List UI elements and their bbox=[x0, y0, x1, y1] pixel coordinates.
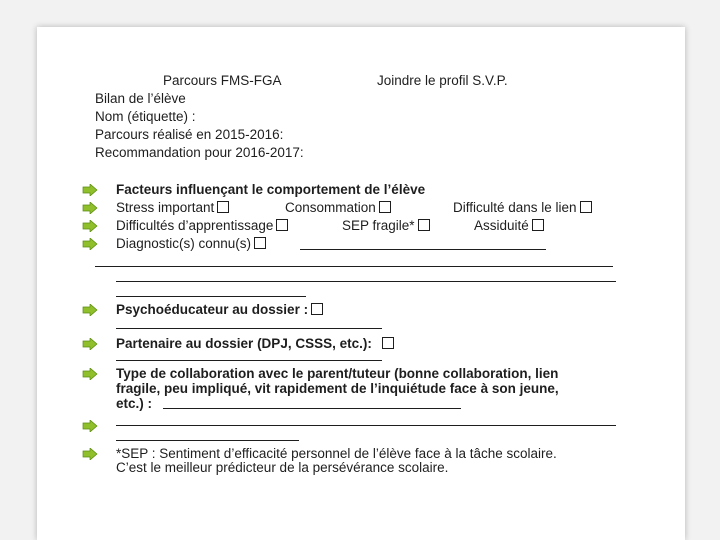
collaboration-blank-line-2[interactable] bbox=[116, 425, 616, 426]
diagnostic-blank-line-3[interactable] bbox=[116, 281, 616, 282]
arrow-right-icon bbox=[82, 202, 98, 214]
arrow-right-icon bbox=[82, 420, 98, 432]
program-title: Parcours FMS-FGA bbox=[163, 73, 282, 88]
footnote-line-1: *SEP : Sentiment d’efficacité personnel de l’élève face à la tâche scolaire. bbox=[116, 446, 557, 461]
collaboration-line-2: fragile, peu impliqué, vit rapidement de l’inquiétude face à son jeune, bbox=[116, 381, 559, 396]
sep-option bbox=[342, 217, 433, 234]
partenaire-checkbox[interactable] bbox=[382, 337, 394, 349]
partenaire-label: Partenaire au dossier (DPJ, CSSS, etc.): bbox=[116, 336, 372, 351]
arrow-right-icon bbox=[82, 448, 98, 460]
collaboration-line-1: Type de collaboration avec le parent/tuteur (bonne collaboration, lien bbox=[116, 366, 559, 381]
parcours-label: Parcours réalisé en 2015-2016: bbox=[95, 127, 284, 142]
psycho-field bbox=[116, 301, 326, 318]
arrow-right-icon bbox=[82, 220, 98, 232]
name-label: Nom (étiquette) : bbox=[95, 109, 196, 124]
lien-option bbox=[453, 199, 595, 216]
footnote-line-2: C’est le meilleur prédicteur de la persévérance scolaire. bbox=[116, 460, 449, 475]
arrow-right-icon bbox=[82, 368, 98, 380]
stress-label: Stress important bbox=[116, 200, 215, 215]
arrow-right-icon bbox=[82, 184, 98, 196]
apprentissage-label: Difficultés d’apprentissage bbox=[116, 218, 274, 233]
lien-label: Difficulté dans le lien bbox=[453, 200, 577, 215]
lien-checkbox[interactable] bbox=[580, 201, 592, 213]
arrow-right-icon bbox=[82, 238, 98, 250]
consommation-option bbox=[285, 199, 394, 216]
diagnostic-option bbox=[116, 235, 269, 252]
stress-checkbox[interactable] bbox=[217, 201, 229, 213]
sep-checkbox[interactable] bbox=[418, 219, 430, 231]
diagnostic-blank-line-2[interactable] bbox=[95, 266, 613, 267]
consommation-checkbox[interactable] bbox=[379, 201, 391, 213]
psycho-blank-line[interactable] bbox=[116, 328, 382, 329]
consommation-label: Consommation bbox=[285, 200, 376, 215]
diagnostic-blank-line[interactable] bbox=[300, 249, 546, 250]
assiduite-option bbox=[474, 217, 547, 234]
sep-label: SEP fragile* bbox=[342, 218, 415, 233]
collaboration-blank-line[interactable] bbox=[163, 408, 461, 409]
arrow-right-icon bbox=[82, 338, 98, 350]
psycho-checkbox[interactable] bbox=[311, 303, 323, 315]
collaboration-line-3: etc.) : bbox=[116, 396, 153, 411]
diagnostic-blank-line-4[interactable] bbox=[116, 296, 306, 297]
join-profile-note: Joindre le profil S.V.P. bbox=[377, 73, 508, 88]
apprentissage-option bbox=[116, 217, 291, 234]
apprentissage-checkbox[interactable] bbox=[276, 219, 288, 231]
recommendation-label: Recommandation pour 2016-2017: bbox=[95, 145, 304, 160]
partenaire-field bbox=[116, 335, 397, 352]
arrow-right-icon bbox=[82, 304, 98, 316]
assiduite-checkbox[interactable] bbox=[532, 219, 544, 231]
partenaire-blank-line[interactable] bbox=[116, 360, 382, 361]
assiduite-label: Assiduité bbox=[474, 218, 529, 233]
factors-heading: Facteurs influençant le comportement de l’élève bbox=[116, 182, 426, 197]
diagnostic-checkbox[interactable] bbox=[254, 237, 266, 249]
stress-option bbox=[116, 199, 232, 216]
bilan-title: Bilan de l’élève bbox=[95, 91, 186, 106]
collaboration-blank-line-3[interactable] bbox=[116, 440, 299, 441]
diagnostic-label: Diagnostic(s) connu(s) bbox=[116, 236, 252, 251]
psycho-label: Psychoéducateur au dossier : bbox=[116, 302, 309, 317]
